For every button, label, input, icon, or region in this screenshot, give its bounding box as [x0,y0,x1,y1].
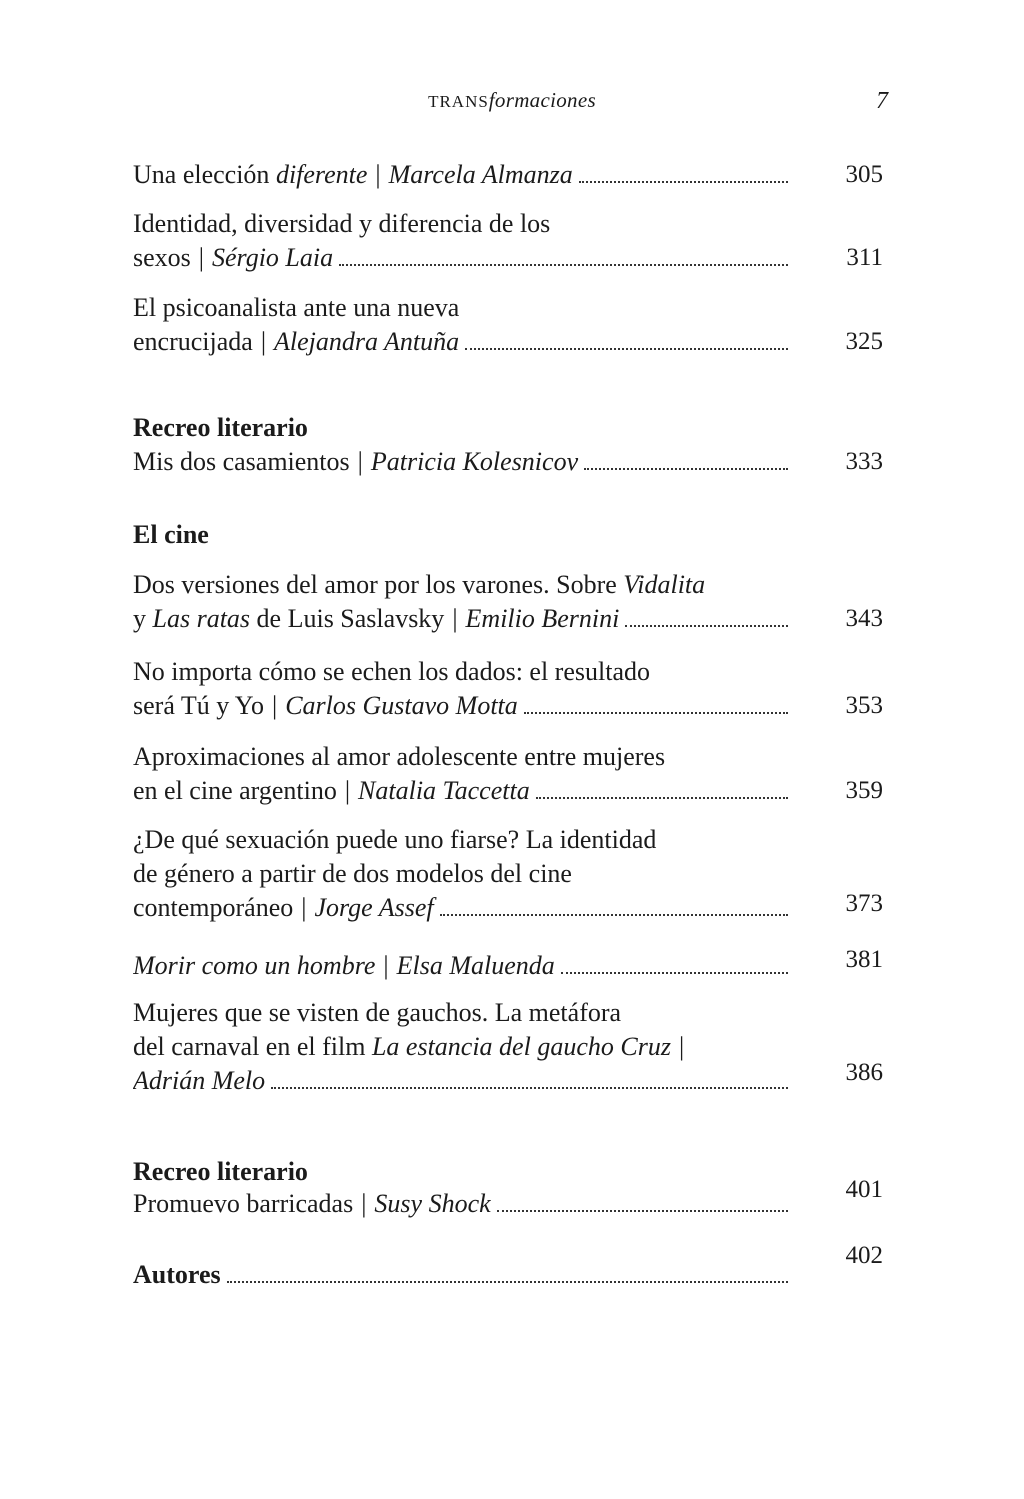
entry-title-cont: en el cine argentino [133,776,337,805]
entry-author: Carlos Gustavo Motta [285,691,518,720]
section-heading-el-cine: El cine [133,520,209,549]
entry-title: ¿De qué sexuación puede uno fiarse? La identidad [133,825,657,854]
entry-title: Mis dos casamientos [133,447,350,476]
dot-leader [584,467,788,470]
entry-title: Mujeres que se visten de gauchos. La metáfora [133,998,622,1027]
entry-title-cont: de género a partir de dos modelos del cine [133,859,572,888]
entry-page: 353 [845,692,883,719]
dot-leader [536,796,788,799]
running-title [0,88,1024,113]
entry-author: Emilio Bernini [465,604,620,633]
separator: | [301,893,307,922]
toc-entry-de-que-sexuacion [133,823,883,925]
separator: | [198,243,204,272]
toc-entry-mujeres-gauchos [133,996,883,1098]
separator: | [361,1189,367,1218]
entry-title: Una elección [133,160,276,189]
dot-leader [339,263,788,266]
entry-title: Autores [133,1260,221,1289]
dot-leader [497,1209,788,1212]
entry-author: Adrián Melo [133,1066,266,1095]
entry-title-cont: sexos [133,243,191,272]
dot-leader [524,711,788,714]
entry-title: Identidad, diversidad y diferencia de los [133,209,551,238]
entry-title-cont: será Tú y Yo [133,691,264,720]
section-heading-recreo-literario: Recreo literario [133,413,308,442]
toc-entry-identidad [133,207,883,275]
section-heading-recreo-literario-2: Recreo literario [133,1157,308,1186]
separator: | [260,327,267,356]
entry-page: 333 [845,448,883,475]
entry-author: Elsa Maluenda [396,951,555,980]
entry-author: Marcela Almanza [388,160,573,189]
toc-entry-mis-dos-casamientos [133,445,883,479]
entry-page: 311 [846,244,883,271]
entry-title-cont: del carnaval en el film [133,1032,372,1061]
entry-title: No importa cómo se echen los dados: el resultado [133,657,650,686]
entry-title-italic: Vidalita [623,570,706,599]
dot-leader [271,1086,788,1089]
entry-page: 373 [845,890,883,917]
toc-entry-una-eleccion [133,158,883,192]
separator: | [678,1032,685,1061]
toc-entry-promuevo-barricadas [133,1176,883,1221]
separator: | [375,160,381,189]
entry-title-italic: La estancia del gaucho Cruz [371,1032,671,1061]
separator: | [271,691,278,720]
separator: | [344,776,351,805]
entry-author: Susy Shock [374,1189,491,1218]
entry-page: 305 [845,161,883,188]
entry-title: Dos versiones del amor por los varones. Sobre [133,570,624,599]
toc-entry-morir-como-un-hombre [133,946,883,983]
entry-title-italic: Morir como un hombre [133,951,376,980]
toc-entry-aproximaciones [133,740,883,808]
dot-leader [625,624,788,627]
dot-leader [227,1280,788,1283]
separator: | [357,447,363,476]
separator: | [383,951,389,980]
entry-page: 359 [845,777,883,804]
entry-title-cont: de Luis Saslavsky [250,604,445,633]
entry-title: Aproximaciones al amor adolescente entre mujeres [133,742,666,771]
entry-title-cont: y [133,604,153,633]
toc-entry-no-importa [133,655,883,723]
entry-author: Jorge Assef [314,893,434,922]
entry-page: 402 [845,1242,883,1269]
entry-page: 386 [845,1059,883,1086]
entry-page: 381 [845,946,883,973]
entry-title-cont: encrucijada [133,327,253,356]
entry-title: Promuevo barricadas [133,1189,354,1218]
entry-author: Natalia Taccetta [358,776,530,805]
page-number: 7 [876,88,888,114]
entry-author: Patricia Kolesnicov [370,447,579,476]
toc-entry-autores [133,1242,883,1292]
running-title-smallcaps: TRANS [428,92,489,111]
entry-author: Alejandra Antuña [274,327,460,356]
entry-title-cont: contemporáneo [133,893,294,922]
separator: | [452,604,458,633]
running-title-italic: formaciones [488,88,596,112]
entry-title-italic: diferente [275,160,368,189]
dot-leader [465,347,788,350]
entry-page: 325 [845,328,883,355]
dot-leader [579,180,788,183]
entry-title-italic: Las ratas [152,604,251,633]
dot-leader [561,971,788,974]
toc-entry-dos-versiones [133,568,883,636]
entry-page: 401 [845,1176,883,1203]
dot-leader [440,913,788,916]
entry-author: Sérgio Laia [212,243,334,272]
entry-page: 343 [845,605,883,632]
entry-title: El psicoanalista ante una nueva [133,293,460,322]
toc-entry-psicoanalista [133,291,883,359]
